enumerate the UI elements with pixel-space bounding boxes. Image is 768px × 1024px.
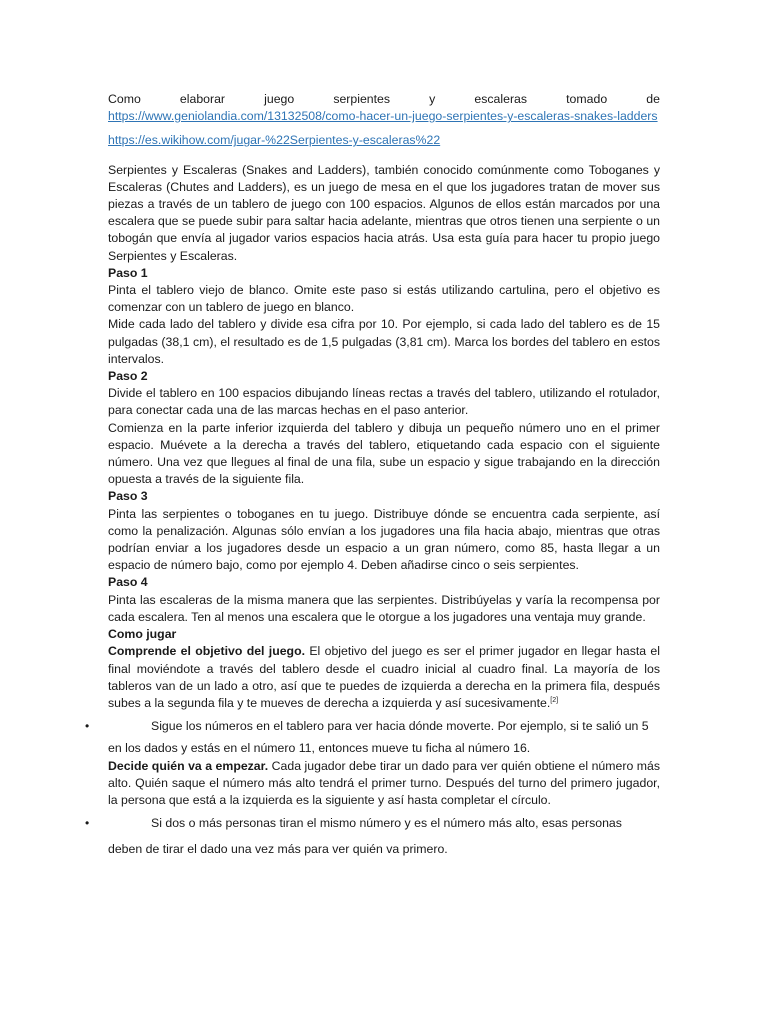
title-word: de [646, 92, 660, 106]
step-1-paragraph-2: Mide cada lado del tablero y divide esa cifra por 10. Por ejemplo, si cada lado del tablero es de 15 pulgadas (38,1 cm), el resultado es de 1,5 pulgadas (3,81 cm). Marca los bordes del tablero en estos intervalos. [108, 317, 660, 366]
decide-lead: Decide quién va a empezar. [108, 758, 269, 773]
decide-text: Cada jugador debe tirar un dado para ver quién obtiene el número más alto. Quién saque el número más alto tendrá el primer turno. Después del turno del primero jugador, la persona que está a la izquierda es la siguiente y así hasta completar el círculo. [108, 758, 660, 807]
objective-paragraph [108, 643, 660, 712]
bullet-continuation: en los dados y estás en el número 11, entonces mueve tu ficha al número 16. [108, 741, 531, 756]
bullet-continuation: deben de tirar el dado una vez más para ver quién va primero. [108, 842, 448, 857]
title-word: juego [264, 92, 295, 106]
step-3-paragraph-1: Pinta las serpientes o toboganes en tu juego. Distribuye dónde se encuentra cada serpiente, así como la penalización. Algunas sólo envían a los jugadores una fila hacia abajo, mientras que otras podrían enviar a los jugadores desde un espacio a un gran número, como 85, hasta llegar a un espacio de número bajo, como por ejemplo 4. Deben añadirse cinco o seis serpientes. [108, 506, 660, 573]
document-body [85, 91, 660, 859]
document-title-line [108, 91, 660, 108]
step-4-heading: Paso 4 [108, 575, 148, 590]
bullet-item-tie-break [85, 815, 660, 858]
title-word: escaleras [474, 92, 528, 106]
bullet-item-follow-numbers [85, 718, 660, 757]
bullet-first-line: Sigue los números en el tablero para ver hacia dónde moverte. Por ejemplo, si te salió un 5 [151, 719, 649, 734]
step-4-paragraph-1: Pinta las escaleras de la misma manera que las serpientes. Distribúyelas y varía la recompensa por cada escalera. Ten al menos una escalera que le otorgue a los jugadores una ventaja muy grande. [108, 592, 660, 624]
title-word: tomado [566, 92, 608, 106]
source-link-geniolandia[interactable]: https://www.geniolandia.com/13132508/como-hacer-un-juego-serpientes-y-escaleras-snakes-ladders [108, 109, 658, 124]
step-2-heading: Paso 2 [108, 369, 148, 384]
step-2-paragraph-1: Divide el tablero en 100 espacios dibujando líneas rectas a través del tablero, utilizando el rotulador, para conectar cada una de las marcas hechas en el paso anterior. [108, 386, 660, 418]
intro-paragraph: Serpientes y Escaleras (Snakes and Ladders), también conocido comúnmente como Toboganes y Escaleras (Chutes and Ladders), es un juego de mesa en el que los jugadores tratan de mover sus piezas a través de un tablero de juego con 100 espacios. Algunos de ellos están marcados por una escalera que se puede subir para saltar hacia adelante, mientras que otros tienen una serpiente o un tobogán que envía al jugador varios espacios hacia atrás. Usa esta guía para hacer tu propio juego Serpientes y Escaleras. [108, 162, 660, 263]
title-word: elaborar [179, 92, 226, 106]
title-word: y [429, 92, 436, 106]
source-link-wikihow[interactable]: https://es.wikihow.com/jugar-%22Serpientes-y-escaleras%22 [108, 133, 441, 148]
bullet-first-line: Si dos o más personas tiran el mismo número y es el número más alto, esas personas [151, 816, 622, 831]
title-word: Como [108, 92, 141, 106]
title-word: serpientes [333, 92, 391, 106]
objective-lead: Comprende el objetivo del juego. [108, 644, 306, 659]
step-3-heading: Paso 3 [108, 489, 148, 504]
bullet-icon: • [85, 719, 90, 734]
objective-text: El objetivo del juego es ser el primer jugador en llegar hasta el final moviéndote a través del tablero desde el cuadro inicial al cuadro final. La mayoría de los tableros van de un lado a otro, así que te puedes de izquierda a derecha en la primera fila, después subes a la segunda fila y te mueves de derecha a izquierda y así sucesivamente. [108, 644, 660, 710]
step-2-paragraph-2: Comienza en la parte inferior izquierda del tablero y dibuja un pequeño número uno en el primer espacio. Muévete a la derecha a través del tablero, etiquetando cada espacio con el siguiente número. Una vez que llegues al final de una fila, sube un espacio y sigue trabajando en la dirección opuesta a través de la siguiente fila. [108, 420, 660, 487]
step-1-heading: Paso 1 [108, 265, 148, 280]
decide-paragraph [108, 758, 660, 810]
step-1-paragraph-1: Pinta el tablero viejo de blanco. Omite este paso si estás utilizando cartulina, pero el objetivo es comenzar con un tablero de juego en blanco. [108, 283, 660, 315]
footnote-ref[interactable]: [2] [550, 696, 559, 704]
bullet-icon: • [85, 816, 90, 831]
how-to-play-heading: Como jugar [108, 627, 177, 642]
